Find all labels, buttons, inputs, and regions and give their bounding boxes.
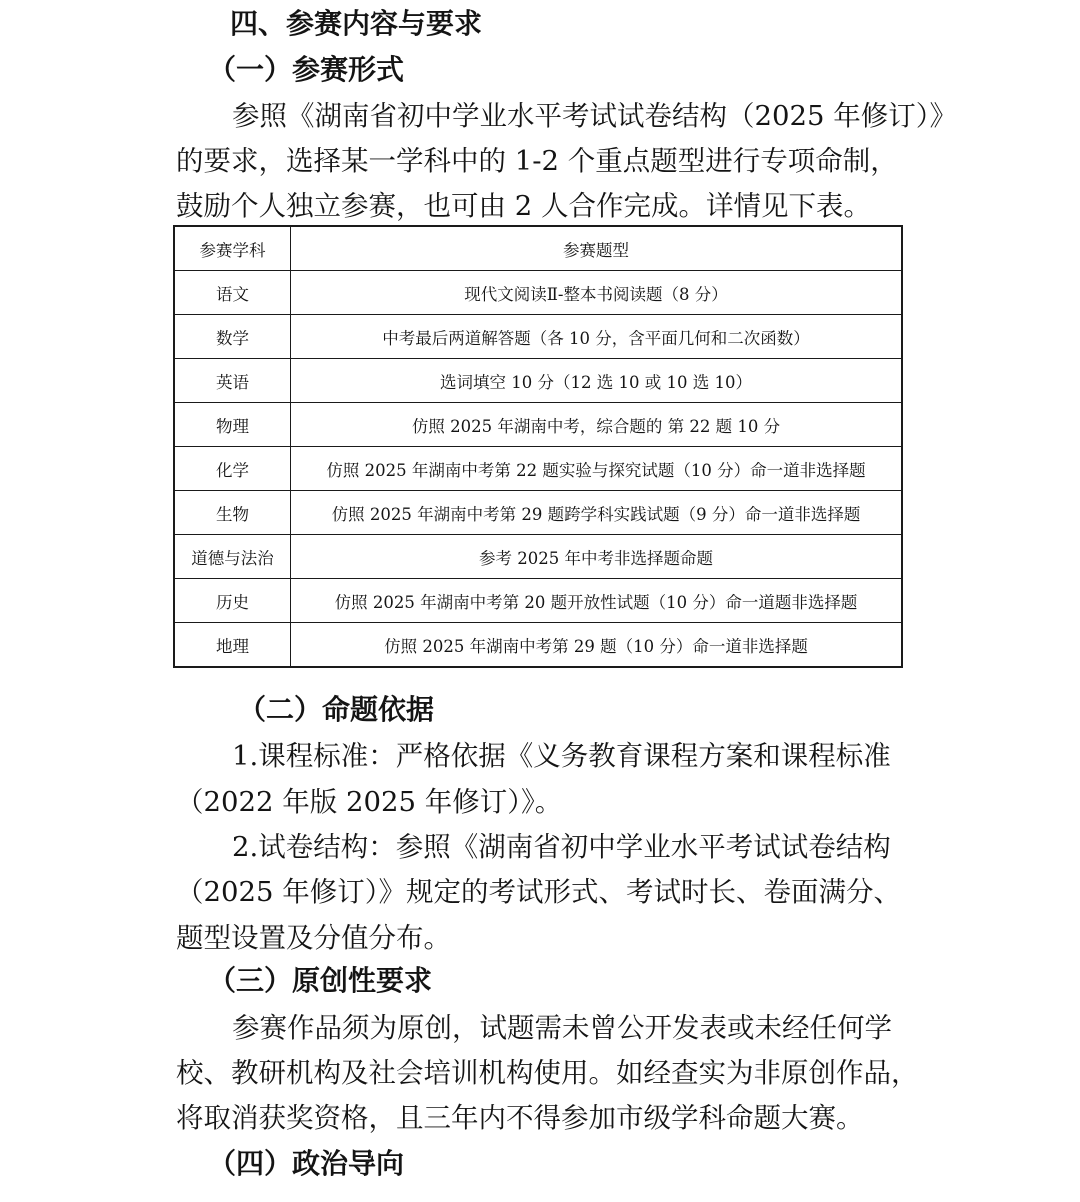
row-subject: 历史 xyxy=(174,579,291,623)
table-row xyxy=(174,579,902,623)
row-subject: 生物 xyxy=(174,491,291,535)
row-subject: 地理 xyxy=(174,623,291,668)
part3-para-line-3: 将取消获奖资格，且三年内不得参加市级学科命题大赛。 xyxy=(176,1102,864,1134)
part1-para-line-1: 参照《湖南省初中学业水平考试试卷结构（2025 年修订）》 xyxy=(232,100,957,132)
table-row xyxy=(174,359,902,403)
row-subject: 化学 xyxy=(174,447,291,491)
part2-item1-line-2: （2022 年版 2025 年修订）》。 xyxy=(176,786,563,818)
part2-item2-line-3: 题型设置及分值分布。 xyxy=(176,922,451,954)
part3-para-line-1: 参赛作品须为原创，试题需未曾公开发表或未经任何学 xyxy=(232,1012,892,1044)
row-question-type: 仿照 2025 年湖南中考，综合题的 第 22 题 10 分 xyxy=(291,403,903,447)
header-question-type: 参赛题型 xyxy=(291,226,903,271)
row-subject: 物理 xyxy=(174,403,291,447)
row-question-type: 仿照 2025 年湖南中考第 22 题实验与探究试题（10 分）命一道非选择题 xyxy=(291,447,903,491)
table-row xyxy=(174,623,902,668)
part1-heading: （一）参赛形式 xyxy=(208,53,405,86)
header-subject: 参赛学科 xyxy=(174,226,291,271)
table-row xyxy=(174,491,902,535)
table-row xyxy=(174,271,902,315)
table-row xyxy=(174,315,902,359)
row-question-type: 选词填空 10 分（12 选 10 或 10 选 10） xyxy=(291,359,903,403)
part2-item2-line-1: 2.试卷结构：参照《湖南省初中学业水平考试试卷结构 xyxy=(232,831,891,863)
part2-item2-line-2: （2025 年修订）》规定的考试形式、考试时长、卷面满分、 xyxy=(176,876,901,908)
part4-heading: （四）政治导向 xyxy=(208,1147,405,1180)
contest-topics-table xyxy=(173,225,903,668)
table-row xyxy=(174,447,902,491)
section-heading: 四、参赛内容与要求 xyxy=(230,7,483,40)
row-subject: 道德与法治 xyxy=(174,535,291,579)
part1-para-line-3: 鼓励个人独立参赛，也可由 2 人合作完成。详情见下表。 xyxy=(176,190,871,222)
table-header-row xyxy=(174,226,902,271)
row-question-type: 参考 2025 年中考非选择题命题 xyxy=(291,535,903,579)
row-question-type: 仿照 2025 年湖南中考第 29 题（10 分）命一道非选择题 xyxy=(291,623,903,668)
part3-heading: （三）原创性要求 xyxy=(208,964,433,997)
row-question-type: 仿照 2025 年湖南中考第 20 题开放性试题（10 分）命一道题非选择题 xyxy=(291,579,903,623)
table-row xyxy=(174,535,902,579)
row-subject: 语文 xyxy=(174,271,291,315)
row-question-type: 中考最后两道解答题（各 10 分，含平面几何和二次函数） xyxy=(291,315,903,359)
part1-para-line-2: 的要求，选择某一学科中的 1-2 个重点题型进行专项命制， xyxy=(176,145,898,177)
row-subject: 数学 xyxy=(174,315,291,359)
part2-item1-line-1: 1.课程标准：严格依据《义务教育课程方案和课程标准 xyxy=(232,740,891,772)
table-row xyxy=(174,403,902,447)
part3-para-line-2: 校、教研机构及社会培训机构使用。如经查实为非原创作品， xyxy=(176,1057,919,1089)
row-question-type: 现代文阅读Ⅱ-整本书阅读题（8 分） xyxy=(291,271,903,315)
row-question-type: 仿照 2025 年湖南中考第 29 题跨学科实践试题（9 分）命一道非选择题 xyxy=(291,491,903,535)
part2-heading: （二）命题依据 xyxy=(238,693,435,726)
row-subject: 英语 xyxy=(174,359,291,403)
